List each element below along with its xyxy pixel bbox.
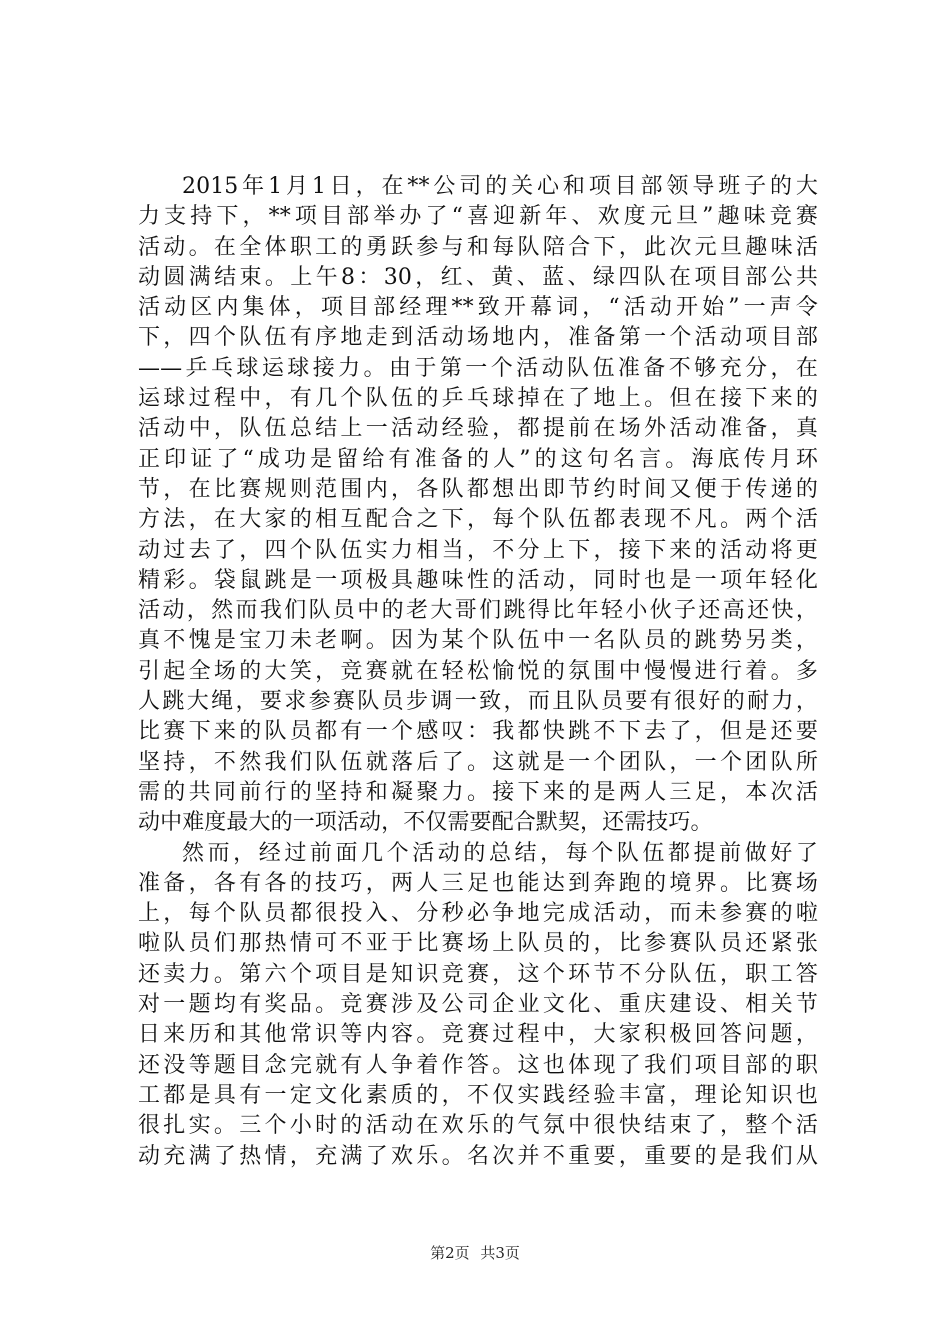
- text-line: 还没等题目念完就有人争着作答。这也体现了我们项目部的职: [138, 1052, 818, 1078]
- text-line: 节，在比赛规则范围内，各队都想出即节约时间又便于传递的: [138, 476, 818, 502]
- text-line: 然而，经过前面几个活动的总结，每个队伍都提前做好了: [182, 840, 818, 866]
- text-line: 很扎实。三个小时的活动在欢乐的气氛中很快结束了，整个活: [138, 1113, 818, 1139]
- page-footer: [0, 1242, 950, 1263]
- text-line: 动充满了热情，充满了欢乐。名次并不重要，重要的是我们从: [138, 1143, 818, 1169]
- text-line: 比赛下来的队员都有一个感叹：我都快跳不下去了，但是还要: [138, 719, 818, 745]
- text-line: 引起全场的大笑，竞赛就在轻松愉悦的氛围中慢慢进行着。多: [138, 658, 818, 684]
- text-line: 活动中，队伍总结上一活动经验，都提前在场外活动准备，真: [138, 416, 818, 442]
- text-line: 2015年1月1日，在**公司的关心和项目部领导班子的大: [182, 174, 818, 199]
- text-line: 上，每个队员都很投入、分秒必争地完成活动，而未参赛的啦: [138, 901, 818, 927]
- text-line: 准备，各有各的技巧，两人三足也能达到奔跑的境界。比赛场: [138, 870, 818, 896]
- text-line: 运球过程中，有几个队伍的乒乓球掉在了地上。但在接下来的: [138, 386, 818, 412]
- text-line: 活动。在全体职工的勇跃参与和每队陪合下，此次元旦趣味活: [138, 234, 818, 260]
- paragraph: [138, 172, 818, 839]
- text-line: 需的共同前行的坚持和凝聚力。接下来的是两人三足，本次活: [138, 779, 818, 805]
- text-line: 啦队员们那热情可不亚于比赛场上队员的，比参赛队员还紧张: [138, 931, 818, 957]
- body-text: [138, 172, 818, 1172]
- text-line: 动中难度最大的一项活动，不仅需要配合默契，还需技巧。: [138, 810, 713, 836]
- text-line: 日来历和其他常识等内容。竞赛过程中，大家积极回答问题，: [138, 1022, 818, 1048]
- text-line: 工都是具有一定文化素质的，不仅实践经验丰富，理论知识也: [138, 1082, 818, 1108]
- text-line: 动圆满结束。上午8：30，红、黄、蓝、绿四队在项目部公共: [138, 264, 818, 290]
- text-line: 坚持，不然我们队伍就落后了。这就是一个团队，一个团队所: [138, 749, 818, 775]
- text-line: 对一题均有奖品。竞赛涉及公司企业文化、重庆建设、相关节: [138, 992, 818, 1018]
- paragraph: [138, 839, 818, 1172]
- page-total: 共3页: [480, 1244, 520, 1262]
- text-line: 活动，然而我们队员中的老大哥们跳得比年轻小伙子还高还快，: [138, 598, 818, 624]
- text-line: 真不愧是宝刀未老啊。因为某个队伍中一名队员的跳势另类，: [138, 628, 818, 654]
- page-number: 第2页: [430, 1244, 470, 1262]
- text-line: 还卖力。第六个项目是知识竞赛，这个环节不分队伍，职工答: [138, 961, 818, 987]
- text-line: ——乒乓球运球接力。由于第一个活动队伍准备不够充分，在: [138, 355, 818, 381]
- text-line: 下，四个队伍有序地走到活动场地内，准备第一个活动项目部: [138, 325, 818, 351]
- text-line: 精彩。袋鼠跳是一项极具趣味性的活动，同时也是一项年轻化: [138, 567, 818, 593]
- text-line: 人跳大绳，要求参赛队员步调一致，而且队员要有很好的耐力，: [138, 689, 818, 715]
- text-line: 力支持下，**项目部举办了“喜迎新年、欢度元旦”趣味竞赛: [138, 204, 818, 230]
- text-line: 动过去了，四个队伍实力相当，不分上下，接下来的活动将更: [138, 537, 818, 563]
- text-line: 活动区内集体，项目部经理**致开幕词，“活动开始”一声令: [138, 295, 818, 321]
- text-line: 方法，在大家的相互配合之下，每个队伍都表现不凡。两个活: [138, 507, 818, 533]
- text-line: 正印证了“成功是留给有准备的人”的这句名言。海底传月环: [138, 446, 818, 472]
